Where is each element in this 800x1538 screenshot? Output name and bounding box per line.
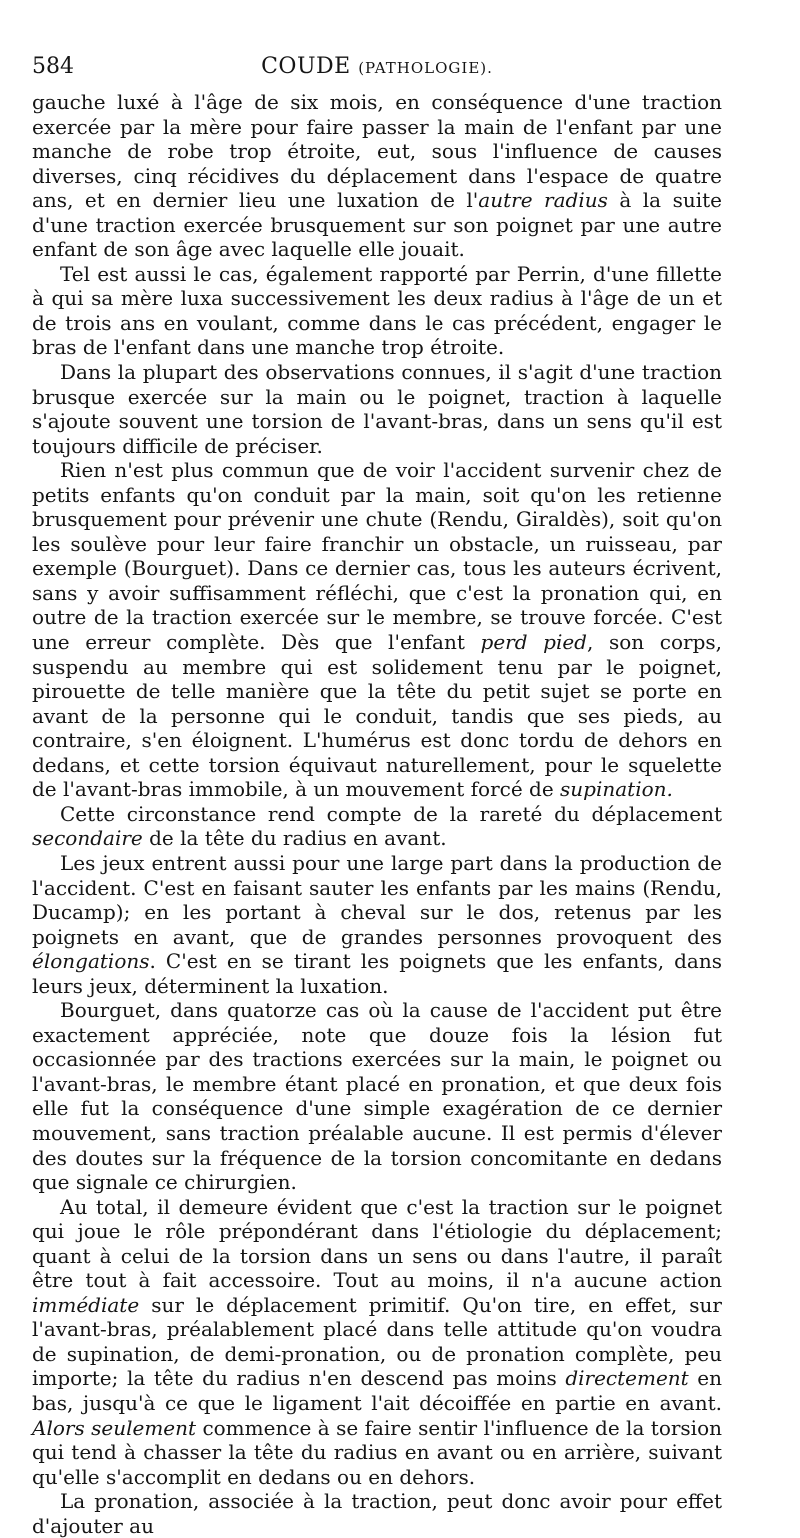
paragraph: [32, 458, 722, 802]
text-run: en bas, jusqu'à ce que le ligament l'ait décoiffée en partie en avant.: [32, 1366, 722, 1415]
italic-text: directement: [565, 1366, 689, 1391]
paragraph: [32, 998, 722, 1194]
italic-text: autre radius: [478, 188, 608, 213]
running-header: [32, 54, 722, 84]
italic-text: immédiate: [32, 1292, 140, 1317]
text-run: gauche luxé à l'âge de six mois, en conséquence d'une traction exercée par la mère pour faire passer la main de l'enfant par une manche de robe trop étroite, eut, sous l'influence de causes diverses, cinq récidives du déplacement dans l'espace de quatre ans, et en dernier lieu une luxation de l': [32, 90, 722, 213]
text-run: Tel est aussi le cas, également rapporté par Perrin, d'une fillette à qui sa mère luxa successivement les deux radius à l'âge de un et de trois ans en voulant, comme dans le cas précédent, engager le bras de l'enfant dans une manche trop étroite.: [32, 261, 722, 360]
italic-text: supination.: [560, 777, 673, 802]
text-run: Rien n'est plus commun que de voir l'accident survenir chez de petits enfants qu'on conduit par la main, soit qu'on les retienne brusquement pour prévenir une chute (Rendu, Giraldès), soit qu'on les soulève pour leur faire franchir un obstacle, un ruisseau, par exemple (Bourguet). Dans ce dernier cas, tous les auteurs écrivent, sans y avoir suffisamment réfléchi, que c'est la pronation qui, en outre de la traction exercée sur le membre, se trouve forcée. C'est une erreur complète. Dès que l'enfant: [32, 458, 722, 655]
text-run: Cette circonstance rend compte de la rareté du déplacement: [60, 801, 722, 826]
text-run: Au total, il demeure évident que c'est la traction sur le poignet qui joue le rôle prépondérant dans l'étiologie du déplacement; quant à celui de la torsion dans un sens ou dans l'autre, il paraît être tout à fait accessoire. Tout au moins, il n'a aucune action: [32, 1194, 722, 1293]
text-run: La pronation, associée à la traction, peut donc avoir pour effet d'ajouter au: [32, 1489, 722, 1538]
italic-text: secondaire: [32, 826, 143, 851]
text-run: de la tête du radius en avant.: [142, 826, 447, 851]
text-run: Bourguet, dans quatorze cas où la cause de l'accident put être exactement appréciée, note que douze fois la lésion fut occasionnée par des tractions exercées sur la main, le poignet ou l'avant-bras, le membre étant placé en pronation, et que deux fois elle fut la conséquence d'une simple exagération de ce dernier mouvement, sans traction préalable aucune. Il est permis d'élever des doutes sur la fréquence de la torsion concomitante en dedans que signale ce chirurgien.: [32, 998, 722, 1195]
paragraph: [32, 90, 722, 262]
italic-text: Alors seulement: [32, 1415, 197, 1440]
paragraph: [32, 1489, 722, 1538]
paragraph: [32, 262, 722, 360]
paragraph: [32, 360, 722, 458]
italic-text: perd pied: [480, 630, 587, 655]
body-text: [32, 90, 722, 1538]
running-title: [32, 54, 722, 79]
italic-text: élongations: [32, 949, 150, 974]
text-run: à la suite d'une traction exercée brusquement sur son poignet par une autre enfant de son âge avec laquelle elle jouait.: [32, 188, 722, 262]
paragraph: [32, 1195, 722, 1490]
paragraph: [32, 851, 722, 998]
page-number: 584: [32, 54, 74, 79]
text-run: Les jeux entrent aussi pour une large part dans la production de l'accident. C'est en faisant sauter les enfants par les mains (Rendu, Ducamp); en les portant à cheval sur le dos, retenus par les poignets en avant, que de grandes personnes provoquent des: [32, 850, 722, 949]
text-run: commence à se faire sentir l'influence de la torsion qui tend à chasser la tête du radius en avant ou en arrière, suivant qu'elle s'accomplit en dedans ou en dehors.: [32, 1415, 722, 1489]
chapter-title: COUDE: [261, 54, 351, 79]
text-run: , son corps, suspendu au membre qui est solidement tenu par le poignet, pirouette de telle manière que la tête du petit sujet se porte en avant de la personne qui le conduit, tandis que ses pieds, au contraire, s'en éloignent. L'humérus est donc tordu de dehors en dedans, et cette torsion équivaut naturellement, pour le squelette de l'avant-bras immobile, à un mouvement forcé de: [32, 630, 723, 802]
text-run: . C'est en se tirant les poignets que les enfants, dans leurs jeux, déterminent la luxation.: [32, 949, 722, 998]
paragraph: [32, 802, 722, 851]
text-run: sur le déplacement primitif. Qu'on tire, en effet, sur l'avant-bras, préalablement placé dans telle attitude qu'on voudra de supination, de demi-pronation, ou de pronation complète, peu importe; la tête du radius n'en descend pas moins: [32, 1292, 722, 1391]
text-run: Dans la plupart des observations connues, il s'agit d'une traction brusque exercée sur la main ou le poignet, traction à laquelle s'ajoute souvent une torsion de l'avant-bras, dans un sens qu'il est toujours difficile de préciser.: [32, 360, 722, 458]
chapter-subtitle: (PATHOLOGIE).: [358, 59, 493, 77]
